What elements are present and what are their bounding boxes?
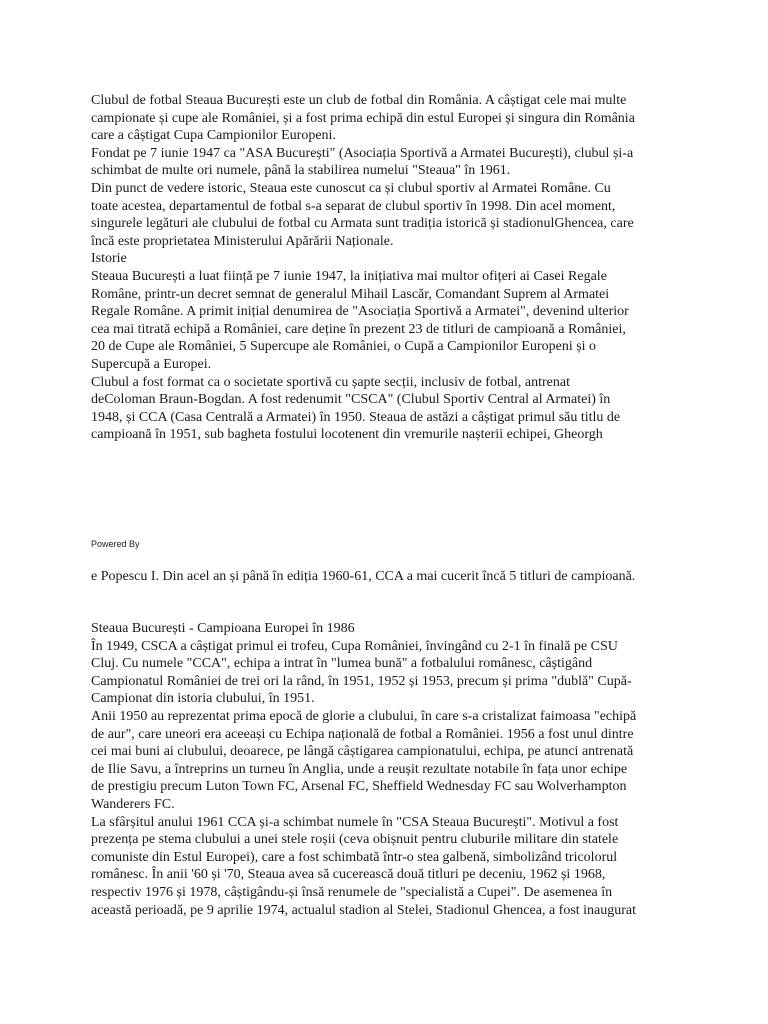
article-section-intro [91,92,731,444]
text-line: Din punct de vedere istoric, Steaua este cunoscut ca și clubul sportiv al Armatei Române. Cu [91,180,611,196]
text-line: Wanderers FC. [91,796,175,812]
text-line: cei mai buni ai clubului, deoarece, pe lângă câștigarea campionatului, echipa, pe atunci antrenată [91,744,634,760]
text-line: încă este proprietatea Ministerului Apărării Naționale. [91,233,394,249]
text-line: de prestigiu precum Luton Town FC, Arsenal FC, Sheffield Wednesday FC sau Wolverhampton [91,779,627,795]
text-line: respectiv 1976 și 1978, câștigându-și însă renumele de "specialistă a Cupei". De asemenea în [91,884,613,900]
text-line: campioană în 1951, sub bagheta fostului locotenent din vremurile nașterii echipei, Gheorgh [91,427,603,443]
text-line: această perioadă, pe 9 aprilie 1974, actualul stadion al Stelei, Stadionul Ghencea, a fost inaugurat [91,902,637,918]
text-line: Campionat din istoria clubului, în 1951. [91,691,315,707]
text-line: Cluj. Cu numele "CCA", echipa a intrat în "lumea bună" a fotbalului românesc, câștigând [91,656,593,672]
text-line: prezența pe stema clubului a unei stele roșii (ceva obișnuit pentru cluburile militare din statele [91,832,619,848]
article-section-history [91,620,731,919]
text-line: 1948, și CCA (Casa Centrală a Armatei) în 1950. Steaua de astăzi a câștigat primul său titlu de [91,409,621,425]
text-line: Supercupă a Europei. [91,356,212,372]
text-line: Clubul a fost format ca o societate sportivă cu șapte secții, inclusiv de fotbal, antrenat [91,374,570,390]
text-line: toate acestea, departamentul de fotbal s-a separat de clubul sportiv în 1998. Din acel moment, [91,198,616,214]
article-section-continuation [91,568,731,586]
text-line: românesc. În anii '60 și '70, Steaua avea să cucerească două titluri pe deceniu, 1962 și 1968, [91,867,606,883]
text-line: de aur", care uneori era aceeași cu Echipa națională de fotbal a României. 1956 a fost unul dintre [91,726,634,742]
text-line: Steaua București a luat ființă pe 7 iunie 1947, la inițiativa mai multor ofițeri ai Casei Regale [91,268,607,284]
text-line: comuniste din Estul Europei), care a fost schimbată într-o stea galbenă, simbolizând tricolorul [91,849,618,865]
powered-by-label: Powered By [91,539,140,549]
text-line: cea mai titrată echipă a României, care deține în prezent 23 de titluri de campioană a României, [91,321,626,337]
text-line: Anii 1950 au reprezentat prima epocă de glorie a clubului, în care s-a cristalizat faimoasa "echipă [91,708,637,724]
text-line: Române, printr-un decret semnat de generalul Mihail Lascăr, Comandant Suprem al Armatei [91,286,610,302]
text-line: La sfârșitul anului 1961 CCA și-a schimbat numele în "CSA Steaua București". Motivul a fost [91,814,619,830]
text-line: campionate și cupe ale României, și a fost prima echipă din estul Europei și singura din România [91,110,635,126]
text-line: deColoman Braun-Bogdan. A fost redenumit "CSCA" (Clubul Sportiv Central al Armatei) în [91,392,611,408]
text-line: schimbat de multe ori numele, până la stabilirea numelui "Steaua" în 1961. [91,163,511,179]
text-line: În 1949, CSCA a câștigat primul ei trofeu, Cupa României, învingând cu 2-1 în finală pe CSU [91,638,618,654]
text-line: Campionatul României de trei ori la rând, în 1951, 1952 și 1953, precum și prima "dublă" Cupă- [91,673,632,689]
text-line: Regale Române. A primit inițial denumirea de "Asociația Sportivă a Armatei", devenind ulterior [91,304,629,320]
text-line: de Ilie Savu, a întreprins un turneu în Anglia, unde a reușit rezultate notabile în fața unor echipe [91,761,628,777]
text-line: Fondat pe 7 iunie 1947 ca "ASA București" (Asociația Sportivă a Armatei București), clubul și-a [91,145,634,161]
text-line: care a câștigat Cupa Campionilor Europeni. [91,128,336,144]
text-line: singurele legături ale clubului de fotbal cu Armata sunt tradiția istorică și stadionulGhencea, care [91,216,634,232]
text-line: Steaua București - Campioana Europei în 1986 [91,621,355,636]
text-line: Istorie [91,251,127,267]
text-line: e Popescu I. Din acel an și până în ediția 1960-61, CCA a mai cucerit încă 5 titluri de campioană. [91,569,636,584]
text-line: 20 de Cupe ale României, 5 Supercupe ale României, o Cupă a Campionilor Europeni și o [91,339,597,355]
text-line: Clubul de fotbal Steaua București este un club de fotbal din România. A câștigat cele mai multe [91,93,627,108]
